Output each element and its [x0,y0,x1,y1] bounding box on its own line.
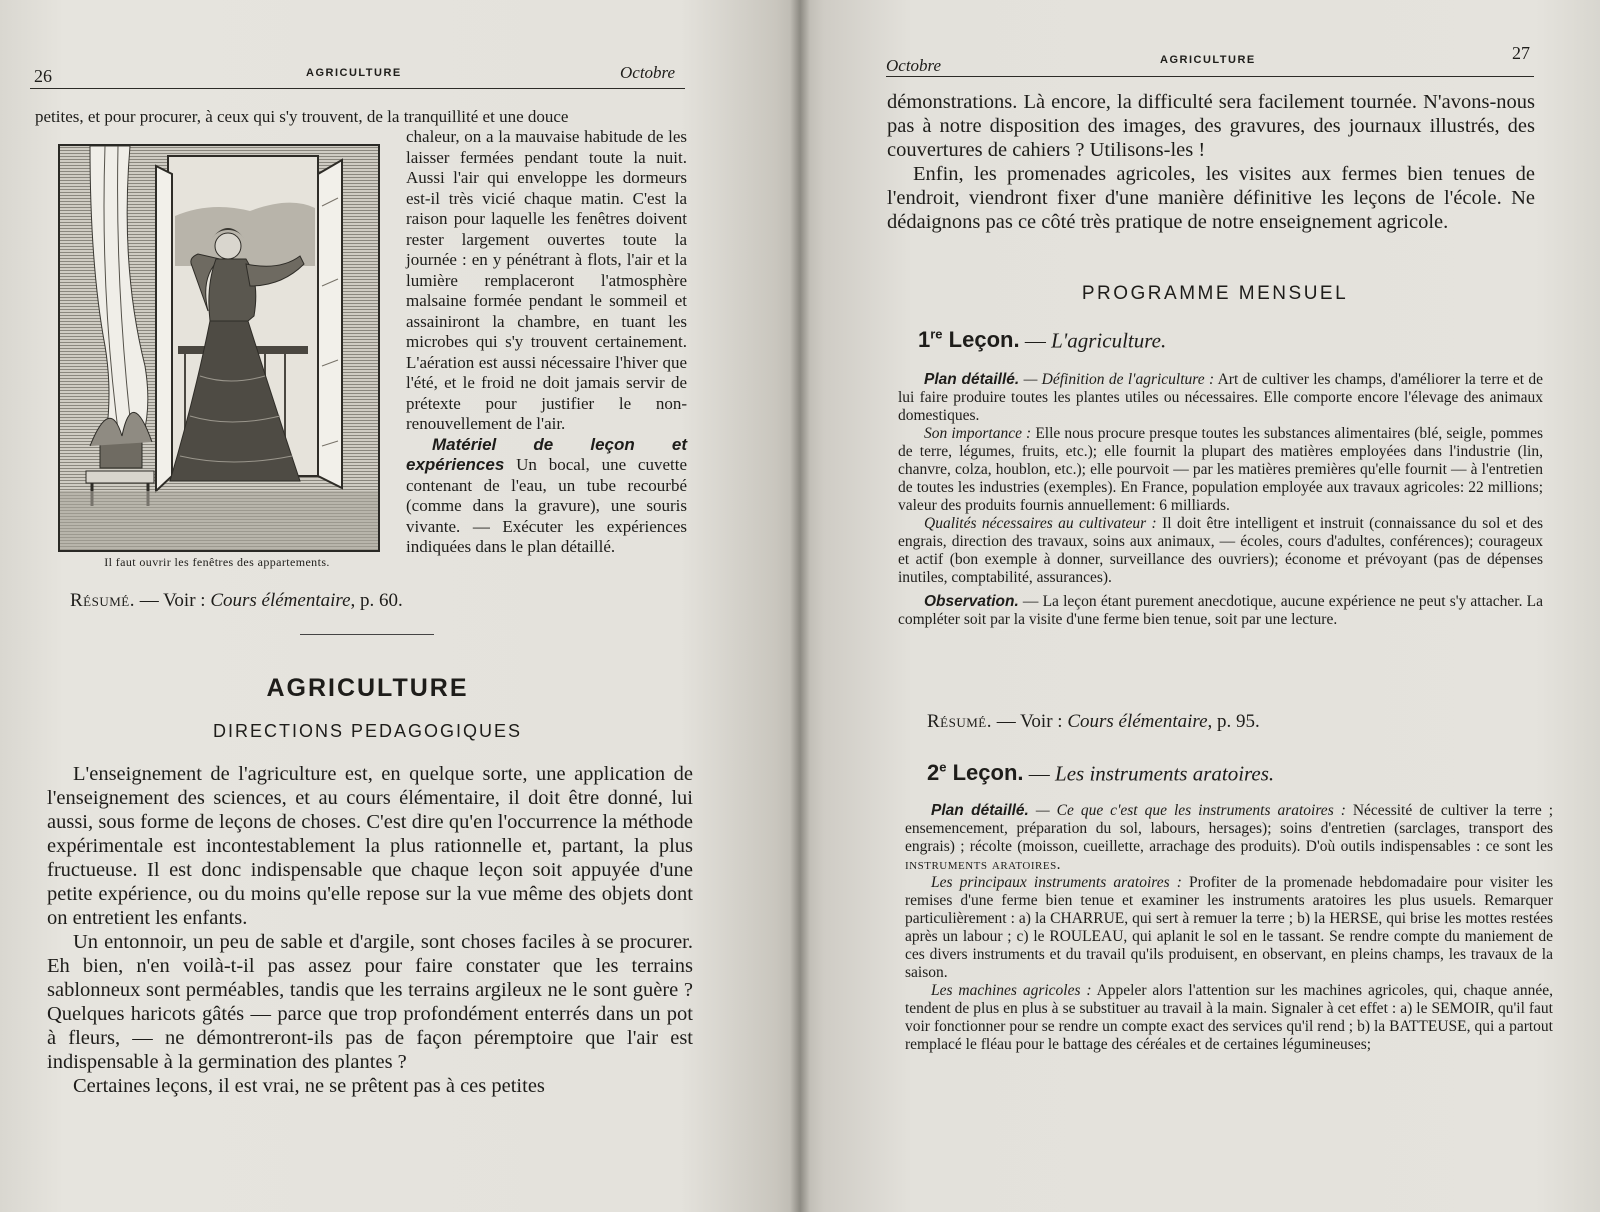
lesson-1-importance [898,425,1543,515]
lesson-1-resume-dash: — Voir : [996,711,1063,732]
lesson-1-importance-text: Elle nous procure presque toutes les substances alimentaires (blé, seigle, pommes de terre, légumes, fruits, etc.); elle fournit la plupart des matières employées dans l'industrie (lin, chanvre, colza, houblon, etc.); elle pourvoit — par les matières premières qu'elle fournit — à l'entretien de toutes les industries (exemples). En France, population employée aux travaux agricoles: 22 millions; valeur des produits fournis annuellement: 6 milliards. [898,425,1543,514]
section-title: AGRICULTURE [266,674,469,702]
directions-paragraph-3: Certaines leçons, il est vrai, ne se prêtent pas à ces petites [73,1075,545,1097]
intro-continuation [406,127,687,558]
lesson-2-machines-label: Les machines agricoles : [931,982,1092,999]
resume-page: , p. 60. [350,590,403,611]
lesson-2-machines [905,982,1553,1054]
engraving-woman-opening-window [58,144,380,552]
section-separator [300,634,434,635]
directions-paragraph-2: Un entonnoir, un peu de sable et d'argile, sont choses faciles à se procurer. Eh bien, n'en voilà-t-il pas assez pour faire constater que les terrains sablonneux sont perméables, tandis que les terrains argileux ne le sont guère ? Quelques haricots gâtés — parce que trop profondément enterrés dans un pot à fleurs, — ne démontreront-ils pas de façon péremptoire que l'air est indispensable à la germination des plantes ? [47,931,693,1073]
intro-line: petites, et pour procurer, à ceux qui s'y trouvent, de la tranquillité et une douce [35,107,569,126]
figure-caption: Il faut ouvrir les fenêtres des appartements. [104,555,330,569]
lesson-1-plan-text: Art de cultiver les champs, d'améliorer la terre et de lui faire produire toutes les plantes utiles ou nécessaires. Elle comporte encore l'élevage des animaux domestiques. [898,371,1544,424]
lesson-2-number: 2e Leçon. [927,760,1024,786]
page-number: 27 [1512,43,1530,63]
running-title: AGRICULTURE [306,67,402,79]
lesson-2-plan [905,802,1553,874]
lesson-1-plan-sub: — Définition de l'agriculture : [1023,371,1215,388]
header-rule [30,88,685,89]
section-subtitle: DIRECTIONS PEDAGOGIQUES [212,721,523,741]
lesson-1-resume-page: , p. 95. [1207,711,1260,732]
resume-book: Cours élémentaire [210,590,351,611]
running-month: Octobre [620,63,676,82]
lesson-1-body [898,371,1543,629]
resume-line [70,590,403,612]
lesson-2-dash: — [1028,761,1050,786]
lesson-1-heading [918,327,1166,353]
lesson-1-qualites-label: Qualités nécessaires au cultivateur : [924,515,1157,532]
lesson-2-plan-label: Plan détaillé. [931,802,1029,819]
resume-dash: — Voir : [139,590,206,611]
lesson-2-principaux [905,874,1553,982]
program-title: PROGRAMME MENSUEL [1081,283,1349,304]
materiel-label: Matériel de leçon et expériences [406,434,687,474]
book-gutter [790,0,810,1212]
lesson-1-qualites [898,515,1543,587]
lesson-2-plan-sub: — Ce que c'est que les instruments aratoires : [1035,802,1346,819]
running-title: AGRICULTURE [1160,54,1256,66]
directions-paragraph-1: L'enseignement de l'agriculture est, en quelque sorte, une application de l'enseignement des sciences, et au cours élémentaire, il doit être donné, lui aussi, sous forme de leçons de choses. C'est dire qu'en l'occurrence la méthode expérimentale est incontestablement la plus rationnelle et, partant, la plus fructueuse. Il est donc indispensable que chaque leçon soit appuyée d'une petite expérience, ou du moins qu'elle repose sur la vue même des objets dont on entretient les enfants. [47,763,693,929]
lesson-2-heading [927,760,1274,786]
lesson-2-machines-text: Appeler alors l'attention sur les machines agricoles, qui, chaque année, tendent de plus en plus à se substituer au travail à la main. Signaler à cet effet : a) le SEMOIR, qu'il faut voir fonctionner pour se rendre un compte exact des services qu'il rend ; b) la BATTEUSE, qui a partout remplacé le fléau pour le battage des céréales et de certaines légumineuses; [905,982,1553,1053]
lesson-1-dash: — [1024,328,1046,353]
lesson-1-qualites-text: Il doit être intelligent et instruit (connaissance du sol et des engrais, direction des travaux, soins aux animaux, — écoles, cours d'adultes, conférences); courageux et actif (bon exemple à donner, surveillance des ouvriers); économe et prévoyant (pas de dépenses inutiles, comptabilité, assurances). [898,515,1543,586]
lesson-1-importance-label: Son importance : [924,425,1032,442]
lesson-1-resume-book: Cours élémentaire [1067,711,1208,732]
lesson-1-plan-label: Plan détaillé. [924,371,1020,388]
resume-label: Résumé. [70,590,135,611]
right-paragraph-2: Enfin, les promenades agricoles, les visites aux fermes bien tenues de l'endroit, viendront fixer d'une manière définitive les leçons de l'école. Ne dédaignons pas ce côté très pratique de notre enseignement agricole. [887,163,1535,233]
lesson-2-title: Les instruments aratoires. [1055,761,1275,786]
lesson-1-title: L'agriculture. [1051,328,1167,353]
lesson-1-number: 1re Leçon. [918,327,1020,353]
right-paragraph-1: démonstrations. Là encore, la difficulté sera facilement tournée. N'avons-nous pas à notre disposition des images, des gravures, des journaux illustrés, des couvertures de cahiers ? Utilisons-les ! [887,91,1535,161]
page-number: 26 [34,66,52,86]
lesson-2-plan-sc: instruments aratoires. [905,856,1062,873]
lesson-1-observation-label: Observation. [924,593,1019,610]
lesson-1-observation [898,593,1543,629]
lesson-2-principaux-label: Les principaux instruments aratoires : [931,874,1182,891]
directions-continued [887,90,1535,234]
header-rule [886,76,1534,77]
window-illustration [60,146,378,550]
lesson-1-observation-text: — La leçon étant purement anecdotique, aucune expérience ne peut s'y attacher. La compléter soit par la visite d'une ferme bien tenue, soit par une lecture. [898,593,1544,628]
intro-continuation-text: chaleur, on a la mauvaise habitude de les laisser fermées pendant toute la nuit. Aussi l'air qui enveloppe les dormeurs est-il très vicié chaque matin. C'est la raison pour laquelle les fenêtres doivent rester largement ouvertes toute la journée : en y pénétrant à flots, l'air et la lumière remplaceront l'atmosphère malsaine formée pendant le sommeil et assainiront la chambre, en tuant les microbes qui s'y trouvent certainement. L'aération est aussi nécessaire l'hiver que l'été, et le froid ne doit jamais servir de prétexte pour justifier le non-renouvellement de l'air. [406,127,687,433]
lesson-1-resume [927,711,1260,733]
materiel-paragraph [406,435,687,558]
lesson-2-principaux-text: Profiter de la promenade hebdomadaire pour visiter les remises d'une ferme bien tenue et examiner les instruments aratoires les plus usuels. Remarquer particulièrement : a) la CHARRUE, qui sert à remuer la terre ; b) la HERSE, qui brise les mottes restées après un labour ; c) le ROULEAU, qui aplanit le sol en le tassant. Se rendre compte du maniement de ces divers instruments et du travail qu'ils produisent, en observant, en pleins champs, les travaux de la saison. [905,874,1554,981]
lesson-1-plan [898,371,1543,425]
materiel-text: Un bocal, une cuvette contenant de l'eau, un tube recourbé (comme dans la gravure), une souris vivante. — Exécuter les expériences indiquées dans le plan détaillé. [406,455,688,556]
running-month: Octobre [886,56,942,75]
lesson-2-body [905,802,1553,1054]
directions-text [47,762,693,1098]
lesson-1-resume-label: Résumé. [927,711,992,732]
lesson-2-plan-text: Nécessité de cultiver la terre ; ensemencement, préparation du sol, labours, hersages); soins d'entretien (sarclages, transport des engrais) ; récolte (moisson, cueillette, arrachage des produits). D'où outils indispensables : ce sont les [905,802,1554,855]
